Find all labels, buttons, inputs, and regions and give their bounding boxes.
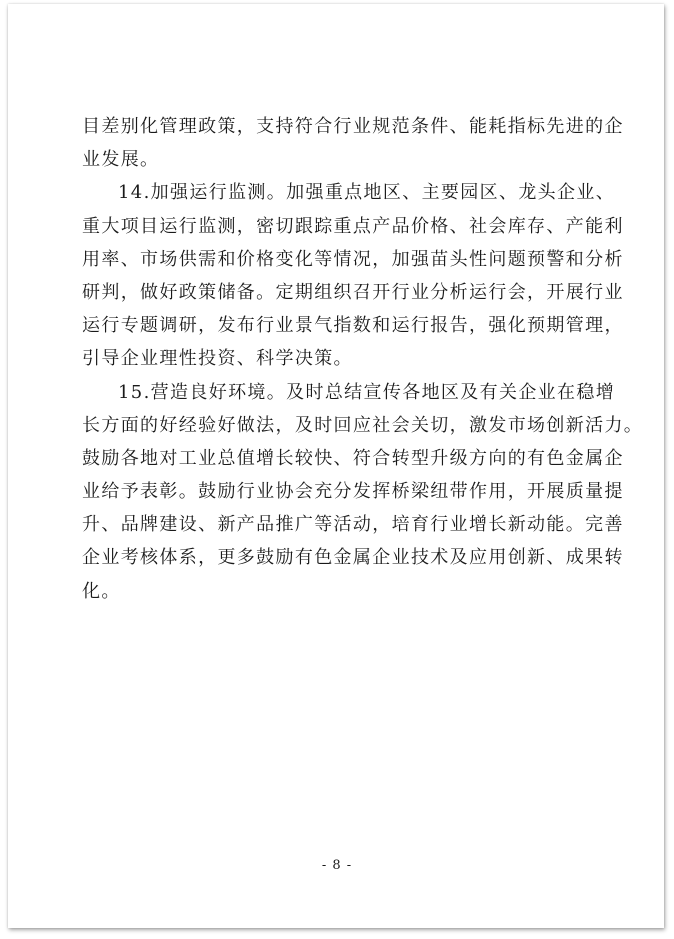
document-body [82, 110, 644, 608]
text-line: 企业考核体系，更多鼓励有色金属企业技术及应用创新、成果转 [82, 547, 624, 569]
text-line: 鼓励各地对工业总值增长较快、符合转型升级方向的有色金属企 [82, 447, 624, 469]
page-number: - 8 - [321, 858, 353, 873]
text-line: 重大项目运行监测，密切跟踪重点产品价格、社会库存、产能利 [82, 215, 624, 237]
text-line: 长方面的好经验好做法，及时回应社会关切，激发市场创新活力。 [82, 414, 644, 436]
item-15-heading-line: 15.营造良好环境。及时总结宣传各地区及有关企业在稳增 [118, 381, 616, 403]
text-line: 业给予表彰。鼓励行业协会充分发挥桥梁纽带作用，开展质量提 [82, 481, 624, 503]
text-line: 运行专题调研，发布行业景气指数和运行报告，强化预期管理， [82, 315, 624, 337]
text-line: 业发展。 [82, 149, 160, 171]
text-line: 升、品牌建设、新产品推广等活动，培育行业增长新动能。完善 [82, 514, 624, 536]
text-line: 用率、市场供需和价格变化等情况，加强苗头性问题预警和分析 [82, 248, 624, 270]
item-14-heading-line: 14.加强运行监测。加强重点地区、主要园区、龙头企业、 [118, 182, 616, 204]
text-line: 化。 [82, 580, 121, 602]
text-line: 引导企业理性投资、科学决策。 [82, 348, 353, 370]
text-line: 研判，做好政策储备。定期组织召开行业分析运行会，开展行业 [82, 281, 624, 303]
text-line: 目差别化管理政策，支持符合行业规范条件、能耗指标先进的企 [82, 116, 624, 137]
